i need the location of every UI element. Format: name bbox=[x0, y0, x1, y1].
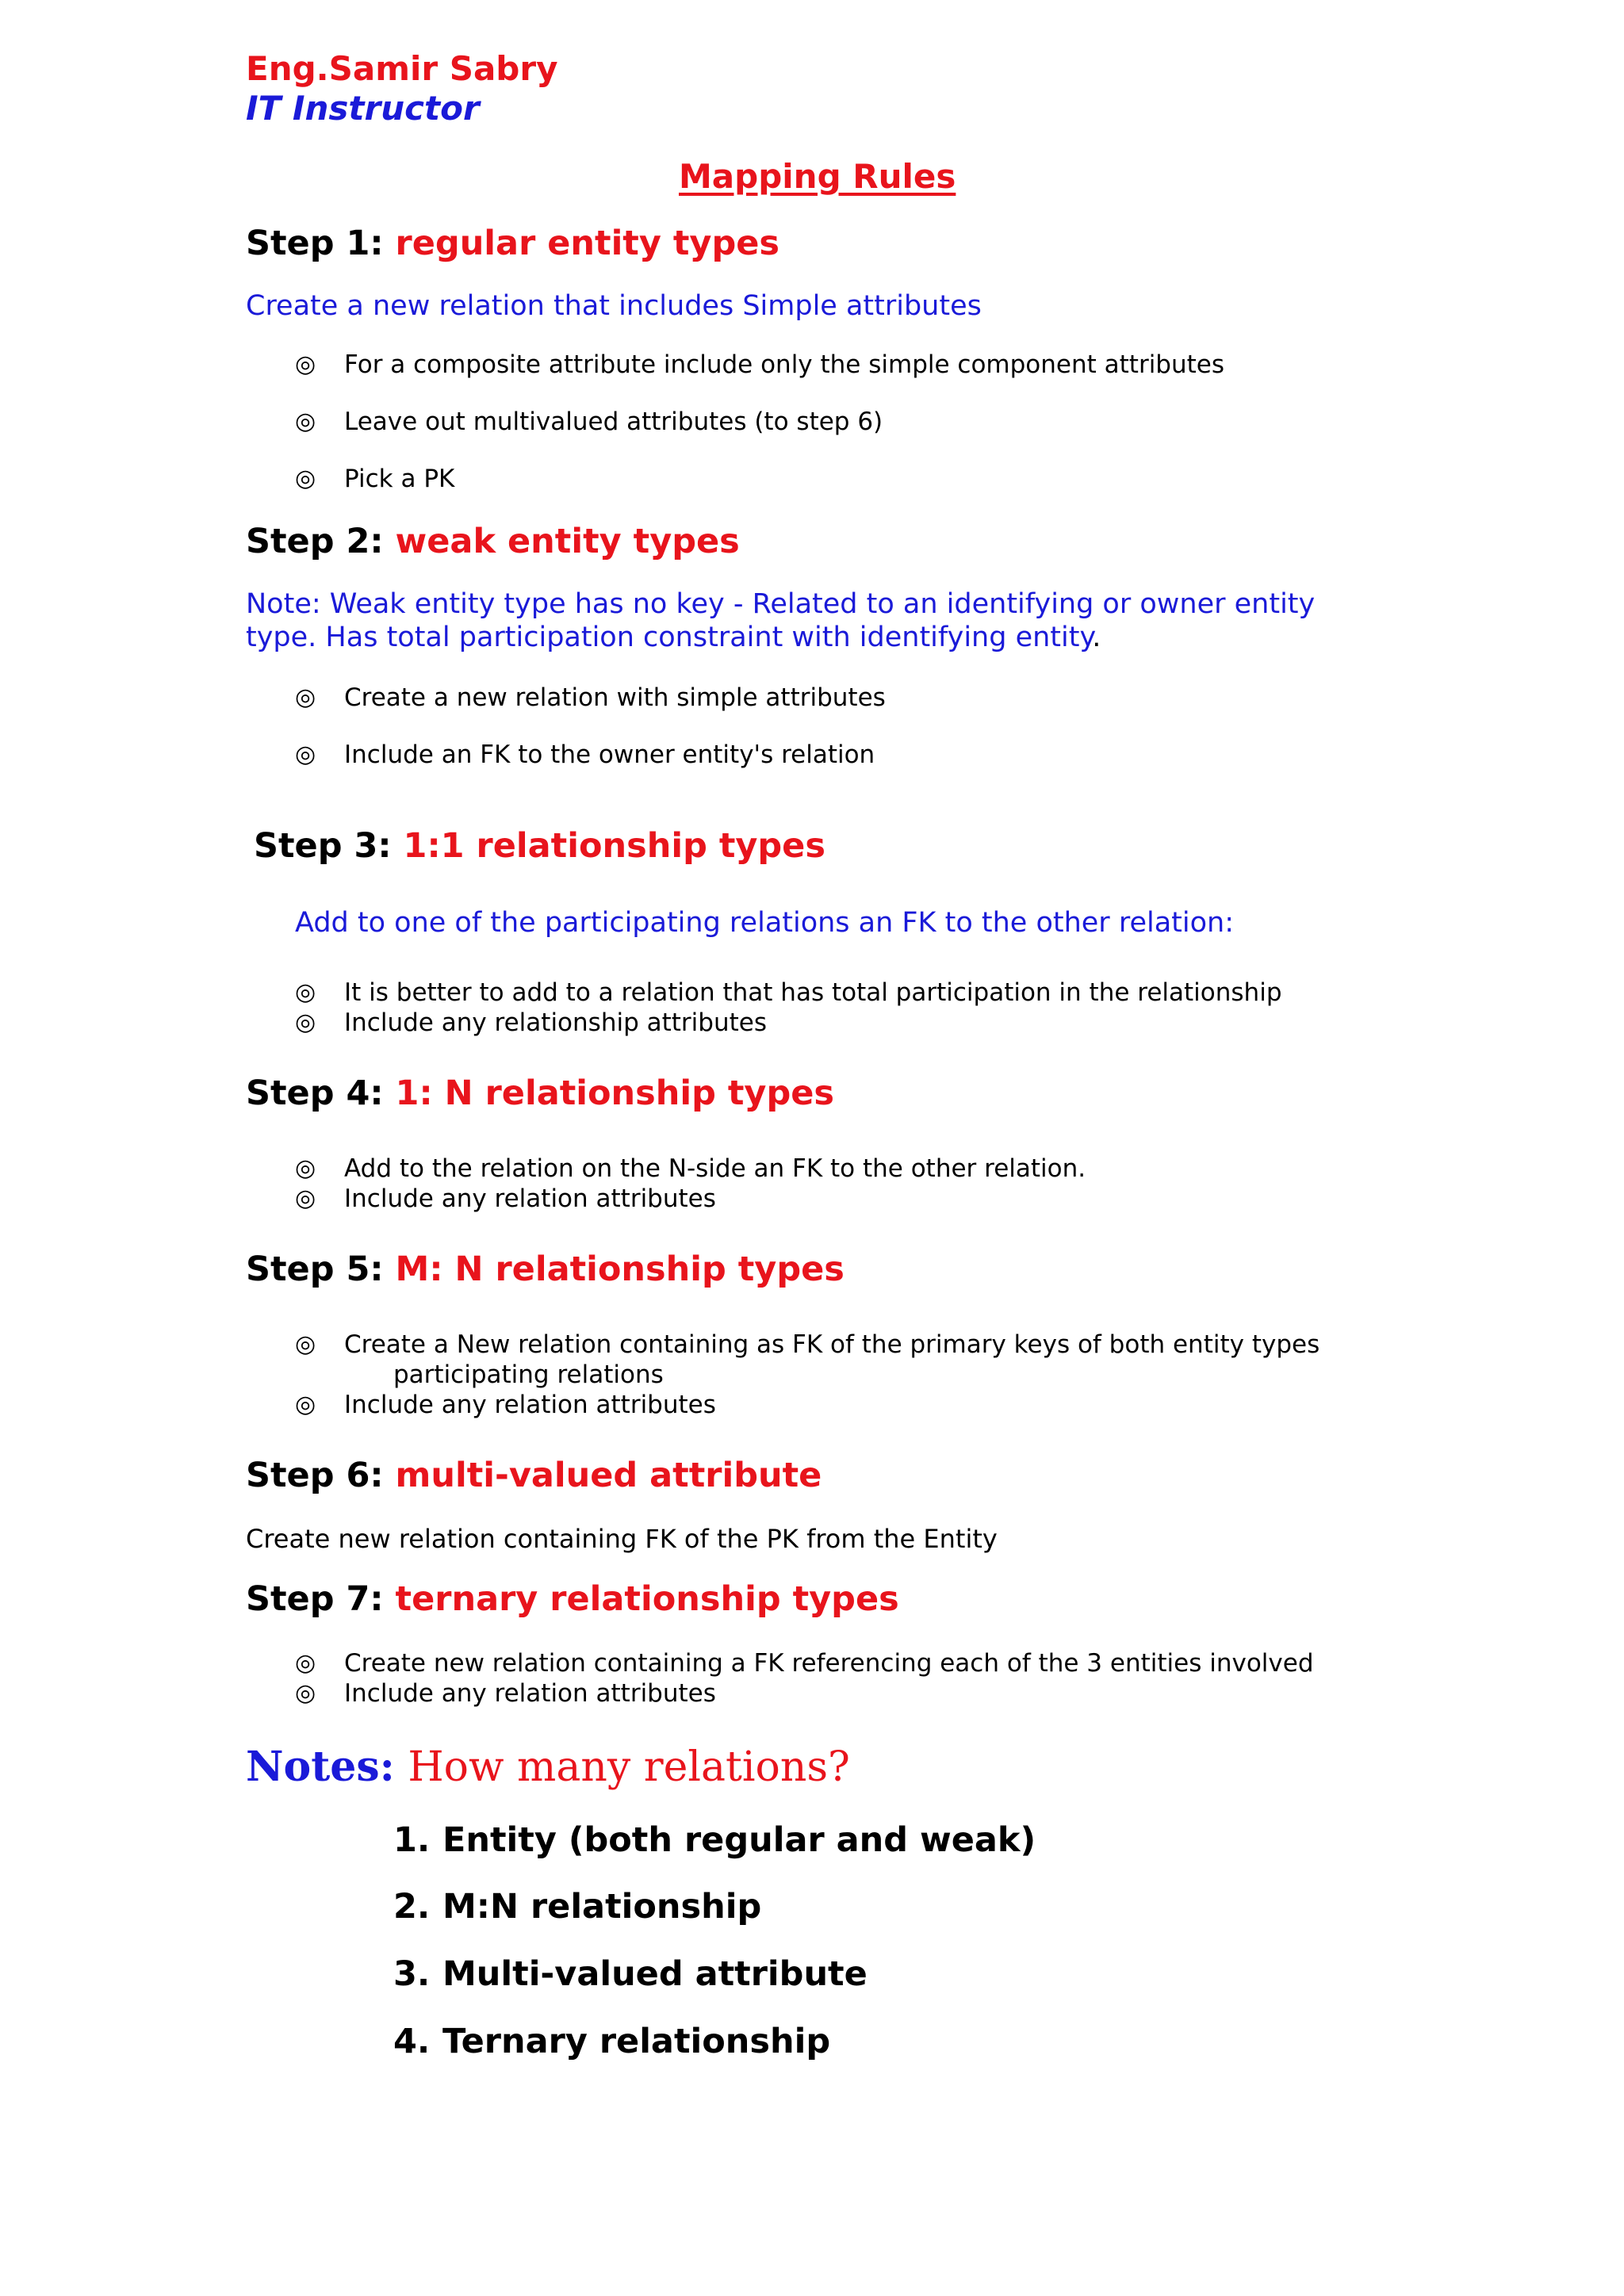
bullet-icon: ◎ bbox=[295, 1679, 316, 1707]
bullet-icon: ◎ bbox=[295, 350, 316, 378]
notes-question: How many relations? bbox=[408, 1743, 850, 1791]
bullet-icon: ◎ bbox=[295, 1649, 316, 1677]
step-6-intro: Create new relation containing FK of the PK from the Entity bbox=[246, 1524, 998, 1554]
step-1-heading bbox=[246, 224, 779, 263]
list-item-text: It is better to add to a relation that has total participation in the relationship bbox=[344, 978, 1282, 1007]
item-number: 2. bbox=[393, 1887, 431, 1927]
list-item-continuation: participating relations bbox=[393, 1360, 664, 1389]
item-number: 4. bbox=[393, 2022, 431, 2061]
step-label: Step 6: bbox=[246, 1456, 384, 1495]
note-period: . bbox=[1092, 622, 1101, 653]
list-item-text: For a composite attribute include only the simple component attributes bbox=[344, 350, 1225, 379]
notes-heading bbox=[246, 1743, 850, 1791]
step-name: 1: N relationship types bbox=[395, 1073, 834, 1113]
list-item-text: Leave out multivalued attributes (to step 6) bbox=[344, 408, 883, 436]
step-3-heading bbox=[254, 826, 825, 866]
bullet-icon: ◎ bbox=[295, 978, 316, 1006]
step-label: Step 4: bbox=[246, 1073, 384, 1113]
item-text: Ternary relationship bbox=[442, 2022, 831, 2061]
step-name: M: N relationship types bbox=[395, 1249, 845, 1289]
step-2-note-line-1: Note: Weak entity type has no key - Related to an identifying or owner entity bbox=[246, 588, 1316, 620]
list-item-text: Create a new relation with simple attributes bbox=[344, 683, 886, 712]
step-2-heading bbox=[246, 522, 740, 561]
step-name: regular entity types bbox=[395, 224, 779, 263]
item-text: M:N relationship bbox=[442, 1887, 762, 1927]
bullet-icon: ◎ bbox=[295, 465, 316, 492]
step-label: Step 1: bbox=[246, 224, 384, 263]
notes-label: Notes: bbox=[246, 1743, 395, 1791]
step-3-intro: Add to one of the participating relations an FK to the other relation: bbox=[295, 907, 1234, 939]
page-title: Mapping Rules bbox=[679, 157, 956, 196]
list-item-text: Include any relationship attributes bbox=[344, 1008, 767, 1037]
bullet-icon: ◎ bbox=[295, 1008, 316, 1036]
bullet-icon: ◎ bbox=[295, 740, 316, 768]
step-7-heading bbox=[246, 1579, 899, 1619]
step-2-note-line-2 bbox=[246, 622, 1101, 653]
bullet-icon: ◎ bbox=[295, 408, 316, 435]
item-number: 1. bbox=[393, 1820, 431, 1860]
step-label: Step 2: bbox=[246, 522, 384, 561]
author-name: Eng.Samir Sabry bbox=[246, 49, 558, 88]
step-name: weak entity types bbox=[395, 522, 740, 561]
item-text: Entity (both regular and weak) bbox=[442, 1820, 1036, 1860]
list-item-text: Include an FK to the owner entity's relation bbox=[344, 740, 875, 769]
step-name: 1:1 relationship types bbox=[403, 826, 825, 866]
item-text: Multi-valued attribute bbox=[442, 1954, 868, 1994]
bullet-icon: ◎ bbox=[295, 1184, 316, 1212]
list-item-text: Create new relation containing a FK referencing each of the 3 entities involved bbox=[344, 1649, 1314, 1678]
bullet-icon: ◎ bbox=[295, 683, 316, 711]
item-number: 3. bbox=[393, 1954, 431, 1994]
list-item-text: Pick a PK bbox=[344, 465, 455, 493]
step-label: Step 7: bbox=[246, 1579, 384, 1619]
step-1-intro: Create a new relation that includes Simple attributes bbox=[246, 290, 982, 322]
step-4-heading bbox=[246, 1073, 834, 1113]
step-name: multi-valued attribute bbox=[395, 1456, 822, 1495]
step-5-heading bbox=[246, 1249, 845, 1289]
bullet-icon: ◎ bbox=[295, 1154, 316, 1182]
list-item-text: Add to the relation on the N-side an FK to the other relation. bbox=[344, 1154, 1086, 1183]
list-item-text: Include any relation attributes bbox=[344, 1679, 716, 1708]
list-item-text: Include any relation attributes bbox=[344, 1184, 716, 1213]
step-label: Step 5: bbox=[246, 1249, 384, 1289]
step-label: Step 3: bbox=[254, 826, 392, 866]
note-text: type. Has total participation constraint with identifying entity bbox=[246, 622, 1093, 653]
step-name: ternary relationship types bbox=[395, 1579, 899, 1619]
step-6-heading bbox=[246, 1456, 822, 1495]
list-item-text: Create a New relation containing as FK of the primary keys of both entity types bbox=[344, 1330, 1320, 1359]
author-title: IT Instructor bbox=[246, 89, 480, 128]
bullet-icon: ◎ bbox=[295, 1391, 316, 1418]
list-item-text: Include any relation attributes bbox=[344, 1391, 716, 1419]
bullet-icon: ◎ bbox=[295, 1330, 316, 1358]
